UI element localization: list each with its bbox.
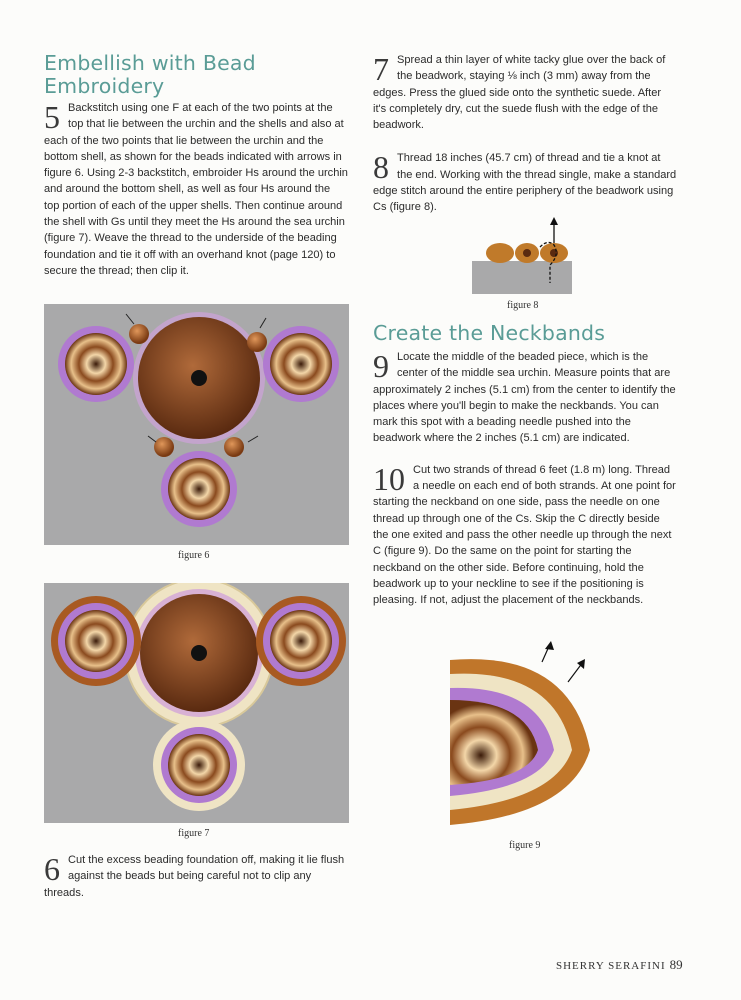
page-number: 89	[669, 957, 683, 972]
step-number: 10	[373, 460, 405, 497]
step-text: Backstitch using one F at each of the two points at the top that lie between the urchin and the shells and also at each of the two points that lie between the urchin and the bottom shell, as shown for the beads indicated with arrows in figure 6. Using 2-3 backstitch, embroider Hs around the urchin and around the bottom shell, as well as four Hs around the top portion of each of the upper shells. Then continue around the shell with Gs until they meet the Hs around the sea urchin (figure 7). Weave the thread to the underside of the beading foundation and tie it off with an overhand knot (page 120) to secure the thread; then clip it.	[44, 102, 348, 277]
step-7	[373, 52, 677, 133]
step-6	[44, 852, 348, 901]
left-column	[44, 52, 348, 279]
step-6-block	[44, 852, 348, 901]
step-5	[44, 100, 348, 279]
step-number: 8	[373, 149, 389, 186]
figure-8-image	[470, 215, 575, 295]
step-number: 6	[44, 851, 60, 887]
step-text: Cut two strands of thread 6 feet (1.8 m) long. Thread a needle on each end of both strands. At one point for starting the neckband on one side, pass the needle on one thread up through one of the Cs. Skip the C directly beside the one exited and pass the other needle up through the next C (figure 9). Do the same on the point for starting the neckband on the other side. Before continuing, hold the beadwork up to your neckline to see if the positioning is pleasing. If not, adjust the placement of the neckbands.	[373, 463, 676, 607]
step-text: Locate the middle of the beaded piece, which is the center of the middle sea urchin. Measure points that are approximately 2 inches (5.1 cm) from the center to identify the places where you'll begin to make the neckbands. You can mark this spot with a beading needle pushed into the beadwork where the 2 inches (5.1 cm) are indicated.	[373, 351, 676, 445]
step-number: 9	[373, 348, 389, 384]
step-text: Thread 18 inches (45.7 cm) of thread and tie a knot at the end. Working with the thread single, make a standard edge stitch around the entire periphery of the beadwork using Cs (figure 8).	[373, 152, 677, 214]
figure-9-caption: figure 9	[509, 840, 541, 851]
author-name: SHERRY SERAFINI	[556, 960, 666, 972]
figure-7-caption: figure 7	[178, 828, 210, 839]
figure-6-drawing	[44, 304, 349, 545]
neckbands-section	[373, 322, 677, 608]
figure-9-image	[450, 640, 610, 835]
figure-8-drawing	[470, 215, 575, 295]
figure-8-caption: figure 8	[507, 300, 539, 311]
step-8	[373, 150, 677, 215]
step-9	[373, 349, 677, 447]
step-number: 5	[44, 99, 60, 135]
right-column	[373, 52, 677, 216]
step-text: Cut the excess beading foundation off, making it lie flush against the beads but being careful not to clip any threads.	[44, 854, 345, 899]
figure-9-drawing	[450, 640, 610, 835]
page-footer	[556, 957, 683, 973]
figure-7-drawing	[44, 583, 349, 823]
section-title-neckbands: Create the Neckbands	[373, 321, 606, 345]
step-10	[373, 462, 677, 609]
step-number: 7	[373, 51, 389, 87]
figure-6-caption: figure 6	[178, 550, 210, 561]
figure-6-image	[44, 304, 349, 545]
section-title-embellish: Embellish with Bead Embroidery	[44, 51, 256, 98]
figure-7-image	[44, 583, 349, 823]
step-text: Spread a thin layer of white tacky glue over the back of the beadwork, staying ⅛ inch (3 mm) away from the edges. Press the glued side onto the synthetic suede. After it's completely dry, cut the suede flush with the edge of the beadwork.	[373, 54, 666, 132]
